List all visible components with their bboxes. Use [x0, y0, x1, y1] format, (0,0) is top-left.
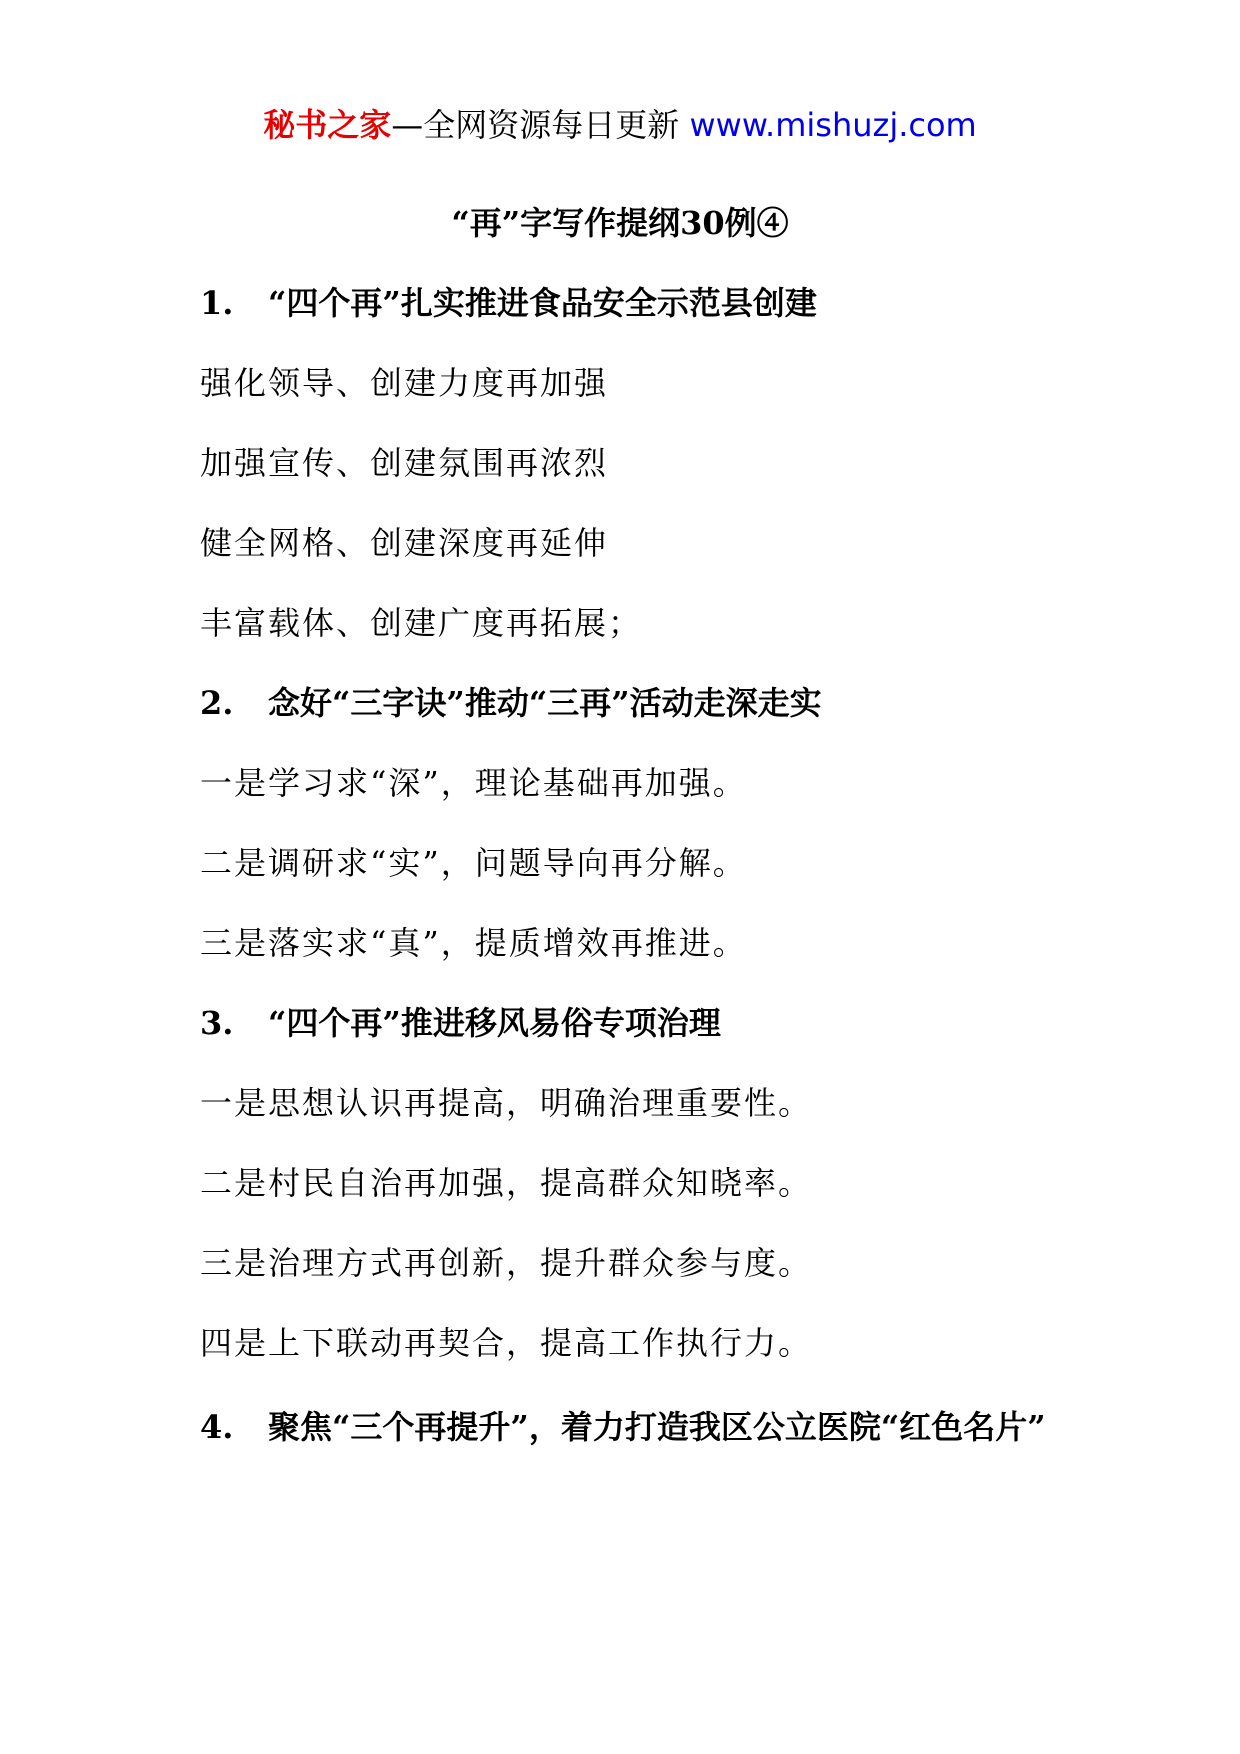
section-2-item-1: 一是学习求“深”，理论基础再加强。	[200, 764, 747, 802]
section-heading-text-3: “四个再”推进移风易俗专项治理	[268, 1004, 721, 1042]
site-url-link[interactable]: www.mishuzj.com	[689, 106, 977, 144]
section-heading-text-2: 念好“三字诀”推动“三再”活动走深走实	[268, 684, 822, 722]
section-heading-4	[150, 1392, 1090, 1462]
document-title: “再”字写作提纲30例④	[451, 204, 789, 242]
section-heading-3	[200, 1000, 721, 1046]
section-heading-text-4: 聚焦“三个再提升”，着力打造我区公立医院“红色名片”	[268, 1408, 1046, 1446]
section-1-item-4: 丰富载体、创建广度再拓展；	[200, 604, 643, 642]
section-heading-text-1: “四个再”扎实推进食品安全示范县创建	[268, 284, 817, 322]
section-3-item-1: 一是思想认识再提高，明确治理重要性。	[200, 1084, 813, 1122]
site-tagline: —全网资源每日更新	[391, 106, 680, 144]
section-number-4: 4.	[200, 1408, 234, 1446]
section-3-item-2: 二是村民自治再加强，提高群众知晓率。	[200, 1164, 813, 1202]
section-2-item-2: 二是调研求“实”，问题导向再分解。	[200, 844, 747, 882]
site-brand: 秘书之家	[263, 106, 392, 144]
site-header	[0, 100, 1240, 150]
section-heading-2	[200, 680, 822, 726]
section-1-item-3: 健全网格、创建深度再延伸	[200, 524, 609, 562]
section-number-3: 3.	[200, 1004, 234, 1042]
section-3-item-4: 四是上下联动再契合，提高工作执行力。	[200, 1324, 813, 1362]
section-heading-1	[200, 280, 817, 326]
section-3-item-3: 三是治理方式再创新，提升群众参与度。	[200, 1244, 813, 1282]
section-2-item-3: 三是落实求“真”，提质增效再推进。	[200, 924, 747, 962]
section-1-item-1: 强化领导、创建力度再加强	[200, 364, 609, 402]
section-number-2: 2.	[200, 684, 234, 722]
section-number-1: 1.	[200, 284, 234, 322]
section-1-item-2: 加强宣传、创建氛围再浓烈	[200, 444, 609, 482]
